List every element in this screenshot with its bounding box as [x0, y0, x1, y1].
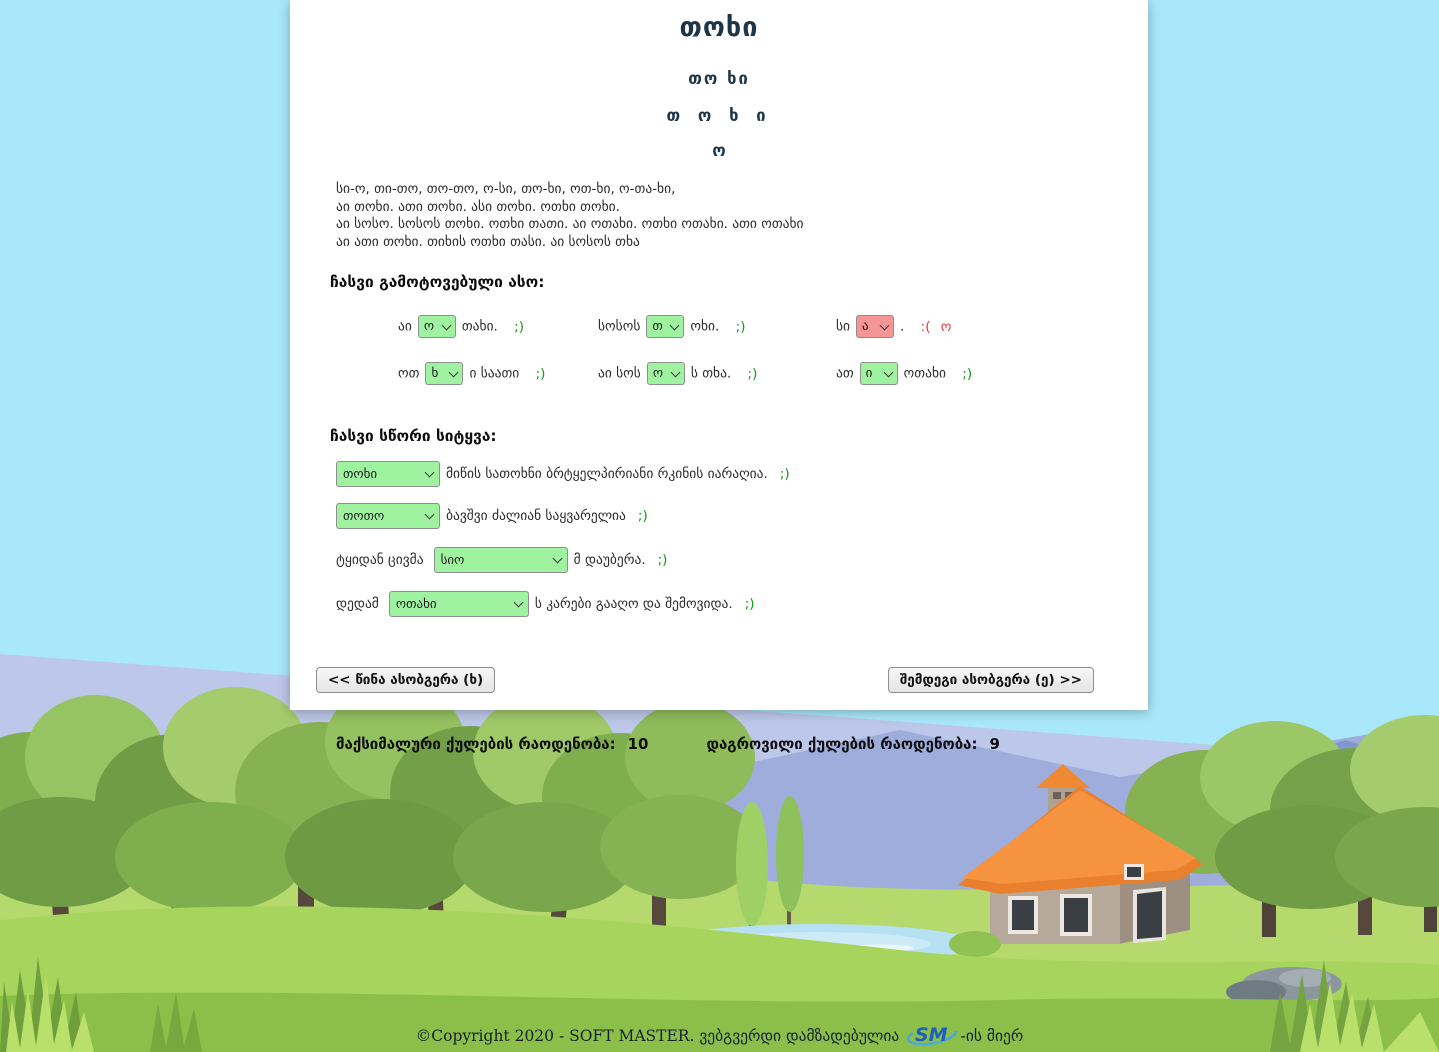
chevron-down-icon	[552, 554, 562, 564]
word-row-4	[336, 591, 1108, 617]
max-score-label: მაქსიმალური ქულების რაოდენობა:	[336, 735, 616, 753]
result-smiley: ;)	[535, 365, 546, 382]
previous-letter-button[interactable]: << წინა ასობგერა (ხ)	[316, 667, 495, 693]
result-smiley: ;)	[514, 318, 524, 335]
result-smiley: ;)	[747, 365, 758, 382]
sentence-prefix: ტყიდან ცივმა	[336, 552, 424, 568]
chevron-down-icon	[449, 367, 459, 377]
page-title: თოხი	[679, 12, 759, 43]
chevron-down-icon	[425, 510, 435, 520]
word-single-letter: ო	[712, 141, 726, 160]
fill-item	[398, 315, 598, 338]
missing-letter-heading: ჩასვი გამოტოვებული ასო:	[330, 273, 545, 291]
tree-canopy-left	[0, 684, 760, 915]
sentence-text: ს კარები გააღო და შემოვიდა.	[534, 596, 733, 612]
reading-line: სი-ო, თი-თო, თო-თო, ო-სი, თო-ხი, ოთ-ხი, ო-თა-ხი,	[336, 181, 676, 197]
fill-item	[398, 362, 598, 385]
fill-after: ოხი.	[690, 318, 720, 335]
letter-select[interactable]: ო	[418, 315, 456, 338]
result-smiley: ;)	[744, 596, 755, 612]
fill-before: აი	[398, 318, 412, 335]
sentence-text: მ დაუბერა.	[573, 552, 646, 568]
fill-after: ი საათი	[469, 365, 520, 382]
result-smiley: ;)	[637, 508, 648, 524]
sm-logo-text: SM	[915, 1024, 948, 1046]
reading-line: აი სოსო. სოსოს თოხი. ოთხი თათი. აი ოთახი. ოთხი ოთახი. ათი ოთახი	[336, 216, 804, 232]
chevron-down-icon	[670, 320, 680, 330]
result-smiley: ;)	[735, 318, 746, 335]
chevron-down-icon	[670, 367, 680, 377]
earned-score	[706, 735, 999, 753]
earned-score-value: 9	[989, 735, 1000, 753]
fill-after: ოთახი	[903, 365, 946, 382]
chevron-down-icon	[425, 468, 435, 478]
footer	[0, 1021, 1439, 1047]
letter-select[interactable]: ხ	[425, 362, 463, 385]
landscape-illustration	[0, 652, 1439, 1052]
result-smiley: ;)	[779, 466, 790, 482]
word-letters: თ ო ხ ი	[666, 106, 772, 125]
word-select[interactable]: სიო	[434, 547, 568, 573]
word-select[interactable]: თოთო	[336, 503, 440, 529]
next-letter-button[interactable]: შემდეგი ასობგერა (ე) >>	[888, 667, 1094, 693]
correct-letter-hint: ო	[940, 318, 952, 335]
fill-before: აი სოს	[598, 365, 641, 382]
fill-before: ოთ	[398, 365, 420, 382]
fill-item	[836, 315, 1108, 338]
max-score-value: 10	[627, 735, 649, 753]
letter-select[interactable]: თ	[646, 315, 684, 338]
letter-select[interactable]: ო	[647, 362, 685, 385]
result-sad-smiley: :(	[920, 318, 931, 335]
chevron-down-icon	[883, 367, 893, 377]
fill-row-1	[398, 315, 1108, 338]
lesson-navigation	[316, 667, 1094, 693]
soft-master-logo	[906, 1021, 958, 1047]
letter-select[interactable]: ი	[860, 362, 898, 385]
sentence-text: მიწის სათოხნი ბრტყელპირიანი რკინის იარაღია.	[446, 466, 768, 482]
reading-line: აი ათი თოხი. თიხის ოთხი თასი. აი სოსოს თხა	[336, 233, 640, 250]
fill-before: სი	[836, 318, 851, 335]
made-by-text: ვებგვერდი დამზადებულია	[699, 1027, 900, 1045]
chevron-down-icon	[441, 320, 451, 330]
fill-row-2	[398, 362, 1108, 385]
footer-suffix: -ის მიერ	[960, 1027, 1024, 1045]
word-select[interactable]: თოხი	[336, 461, 440, 487]
fill-item	[836, 362, 1108, 385]
fill-after: .	[900, 318, 905, 335]
word-row-1	[336, 461, 1108, 487]
correct-word-heading: ჩასვი სწორი სიტყვა:	[330, 427, 497, 445]
lesson-panel	[290, 0, 1148, 753]
reading-line: აი თოხი. ათი თოხი. ასი თოხი. ოთხი თოხი.	[336, 198, 620, 215]
earned-score-label: დაგროვილი ქულების რაოდენობა:	[706, 735, 978, 753]
reading-practice	[336, 181, 1108, 251]
fill-after: ს თხა.	[690, 365, 732, 382]
result-smiley: ;)	[657, 552, 668, 568]
word-row-3	[336, 547, 1108, 573]
fill-before: ათ	[836, 365, 854, 382]
max-score	[336, 735, 648, 753]
fill-item	[598, 315, 836, 338]
word-select[interactable]: ოთახი	[389, 591, 529, 617]
result-smiley: ;)	[962, 365, 973, 382]
word-row-2	[336, 503, 1108, 529]
chevron-down-icon	[513, 598, 523, 608]
chevron-down-icon	[880, 320, 890, 330]
fill-item	[598, 362, 836, 385]
word-syllables: თო ხი	[688, 69, 750, 88]
letter-select[interactable]: ა	[856, 315, 894, 338]
copyright-text: ©Copyright 2020 - SOFT MASTER.	[415, 1027, 695, 1045]
sentence-prefix: დედამ	[336, 596, 379, 612]
sentence-text: ბავშვი ძალიან საყვარელია	[446, 508, 626, 524]
score-bar	[336, 735, 1148, 753]
fill-after: თახი.	[461, 318, 498, 335]
fill-before: სოსოს	[598, 318, 641, 335]
